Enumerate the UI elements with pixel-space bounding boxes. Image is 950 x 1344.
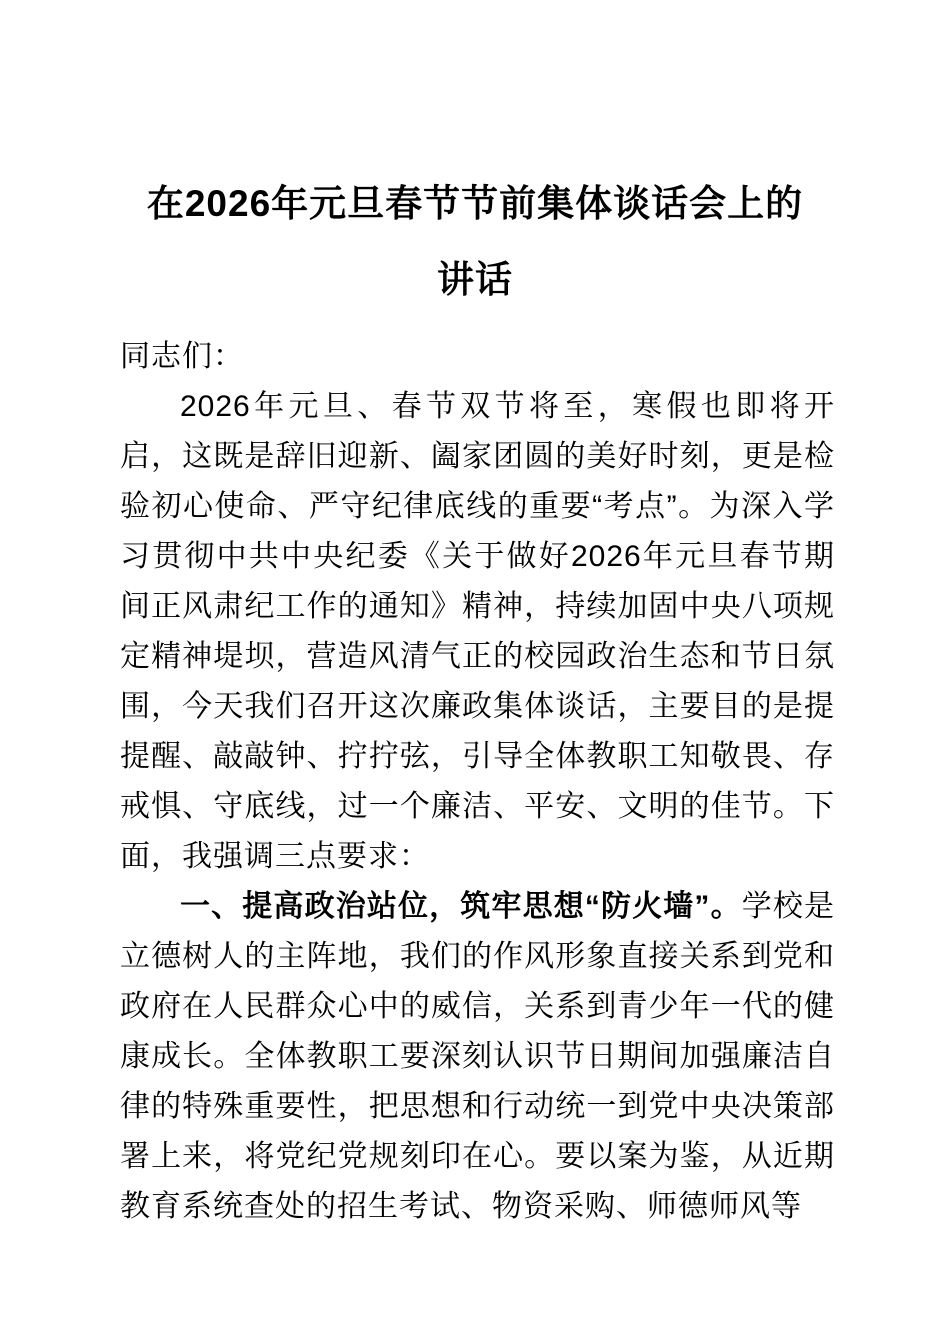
document-title xyxy=(0,0,950,318)
document-body xyxy=(120,332,835,1232)
paragraph-2-heading: 一、提高政治站位，筑牢思想“防火墙”。 xyxy=(180,890,742,923)
paragraph-2 xyxy=(120,882,835,1232)
title-line-1: 在2026年元旦春节节前集体谈话会上的 xyxy=(146,183,804,224)
title-line-2: 讲话 xyxy=(437,259,513,300)
paragraph-2-text: 学校是立德树人的主阵地，我们的作风形象直接关系到党和政府在人民群众心中的威信，关系到青少年一代的健康成长。全体教职工要深刻认识节日期间加强廉洁自律的特殊重要性，把思想和行动统一到党中央决策部署上来，将党纪党规刻印在心。要以案为鉴，从近期教育系统查处的招生考试、物资采购、师德师风等 xyxy=(120,890,836,1223)
salutation: 同志们： xyxy=(120,340,244,373)
paragraph-1: 2026年元旦、春节双节将至，寒假也即将开启，这既是辞旧迎新、阖家团圆的美好时刻，更是检验初心使命、严守纪律底线的重要“考点”。为深入学习贯彻中共中央纪委《关于做好2026年元旦春节期间正风肃纪工作的通知》精神，持续加固中央八项规定精神堤坝，营造风清气正的校园政治生态和节日氛围，今天我们召开这次廉政集体谈话，主要目的是提提醒、敲敲钟、拧拧弦，引导全体教职工知敬畏、存戒惧、守底线，过一个廉洁、平安、文明的佳节。下面，我强调三点要求： xyxy=(120,390,835,873)
